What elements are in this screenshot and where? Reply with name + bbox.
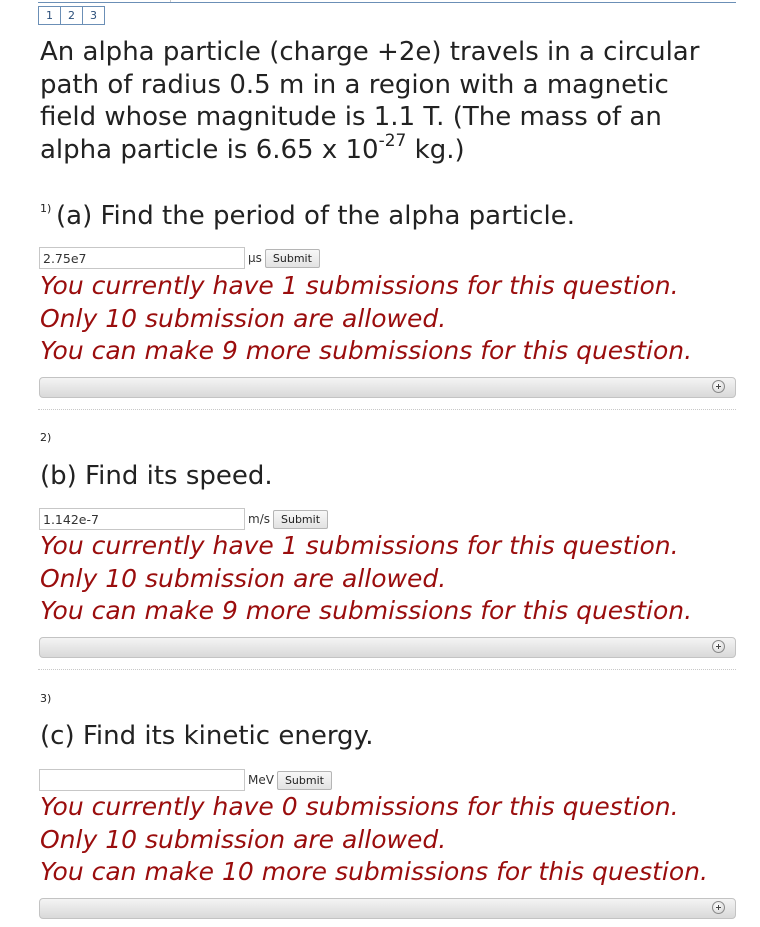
question-divider (38, 409, 736, 410)
question-1-status (40, 270, 740, 368)
question-1-prompt: (a) Find the period of the alpha particle. (56, 201, 575, 231)
question-3-answer-input[interactable] (39, 769, 245, 791)
question-2-submit-button[interactable]: Submit (273, 510, 328, 529)
plus-circle-icon[interactable] (712, 640, 725, 653)
question-1-status-remaining: You can make 9 more submissions for this question. (40, 336, 693, 365)
question-3-unit: MeV (248, 773, 274, 787)
problem-exponent: -27 (378, 130, 407, 151)
question-3-status-remaining: You can make 10 more submissions for this question. (40, 857, 708, 886)
pager-page-2[interactable]: 2 (60, 6, 83, 25)
pager-page-1[interactable]: 1 (38, 6, 61, 25)
question-3-status (40, 791, 740, 889)
question-2-status (40, 530, 740, 628)
question-1-answer-row (39, 247, 320, 269)
plus-circle-icon[interactable] (712, 380, 725, 393)
question-2-prompt: (b) Find its speed. (40, 461, 273, 491)
question-1-status-count: You currently have 1 submissions for this question. Only 10 submission are allowed. (40, 271, 679, 333)
question-1-answer-input[interactable] (39, 247, 245, 269)
question-3-prompt: (c) Find its kinetic energy. (40, 721, 374, 751)
problem-statement (40, 36, 730, 166)
question-2-status-remaining: You can make 9 more submissions for this question. (40, 596, 693, 625)
question-3-status-count: You currently have 0 submissions for this question. Only 10 submission are allowed. (40, 792, 679, 854)
question-1-submit-button[interactable]: Submit (265, 249, 320, 268)
question-1-expander[interactable] (39, 377, 736, 398)
problem-text-tail: kg.) (406, 134, 465, 165)
question-pager (38, 6, 104, 25)
top-rule (38, 2, 736, 3)
question-2-status-count: You currently have 1 submissions for this question. Only 10 submission are allowed. (40, 531, 679, 593)
question-3-number: 3) (40, 692, 52, 705)
question-2-answer-row (39, 508, 328, 530)
question-2-unit: m/s (248, 512, 270, 526)
question-1-unit: μs (248, 251, 262, 265)
question-3-submit-button[interactable]: Submit (277, 771, 332, 790)
question-2-number: 2) (40, 431, 52, 444)
question-2-expander[interactable] (39, 637, 736, 658)
problem-text: An alpha particle (charge +2e) travels in a circular path of radius 0.5 m in a region with a magnetic field whose magnitude is 1.1 T. (The mass of an alpha particle is 6.65 x 10 (40, 37, 700, 165)
question-2-answer-input[interactable] (39, 508, 245, 530)
question-1-number: 1) (40, 202, 52, 215)
pager-page-3[interactable]: 3 (82, 6, 105, 25)
question-divider (38, 669, 736, 670)
question-3-expander[interactable] (39, 898, 736, 919)
plus-circle-icon[interactable] (712, 901, 725, 914)
question-3-answer-row (39, 769, 332, 791)
